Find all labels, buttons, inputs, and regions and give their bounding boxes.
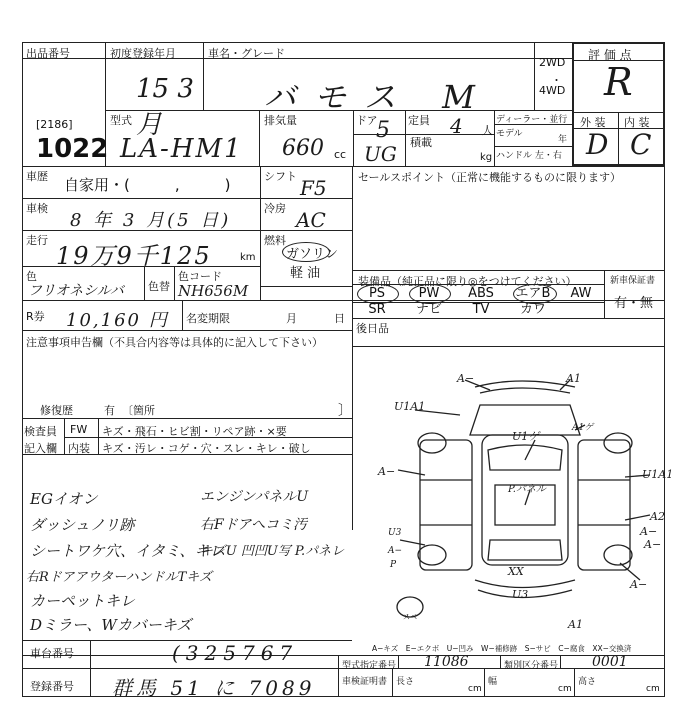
dealer-label: ディーラー・並行 xyxy=(496,115,568,125)
interior-value: C xyxy=(630,128,652,161)
load-value: UG xyxy=(364,142,397,166)
diagram-label: A2 xyxy=(650,510,665,523)
category-value: 0001 xyxy=(592,654,628,670)
diagram-rear-window xyxy=(488,540,562,560)
diagram-label: U3 xyxy=(388,528,402,538)
color-value: フリオネシルバ xyxy=(28,283,124,299)
capacity-value: 4 xyxy=(450,114,463,138)
equipment-label: 装備品（純正品に限り◎をつけてください） xyxy=(358,275,577,288)
grade-label: 評 価 点 xyxy=(588,48,632,62)
model-year-label: モデル xyxy=(496,129,523,139)
color-cell xyxy=(22,266,144,300)
displacement-label: 排気量 xyxy=(264,114,297,127)
diagram-label: A1ゲ xyxy=(572,423,594,433)
load-unit: kg xyxy=(480,152,493,163)
repair-part: 〔箇所 xyxy=(122,404,155,417)
displacement-unit: cc xyxy=(334,148,347,161)
color-code-value: NH656M xyxy=(178,282,249,300)
equipment-abs: ABS xyxy=(468,286,494,301)
diagram-label: A1 xyxy=(566,372,581,385)
exterior-items: キズ・飛石・ヒビ割・リペア跡・×要 xyxy=(102,425,287,438)
width-label: 幅 xyxy=(488,677,498,687)
note-item: ダッシュノリ跡 xyxy=(30,516,135,534)
diagram-label: A1 xyxy=(568,618,583,631)
interior-items: キズ・汚レ・コゲ・穴・スレ・キレ・破し xyxy=(102,442,311,455)
note-item: シートワケ穴、イタミ、キレ xyxy=(30,542,225,560)
doors-label: ドア xyxy=(356,114,378,127)
first-reg-label: 初度登録年月 xyxy=(110,47,176,60)
shift-value: F5 xyxy=(300,176,327,200)
car-name-cell xyxy=(204,42,534,116)
note-item: キズU 凹凹U写 P.パネレ xyxy=(200,544,345,559)
height-label: 高さ xyxy=(578,677,597,687)
repair-value: 有 xyxy=(104,404,115,417)
capacity-label: 定員 xyxy=(408,114,430,127)
diagram-left-side xyxy=(420,440,472,570)
entry-label: 記入欄 xyxy=(24,442,57,455)
doors-value: 5 xyxy=(376,118,390,143)
drive-2wd: 2WD xyxy=(539,56,566,69)
displacement-cell xyxy=(260,110,354,166)
name-change-label: 名変期限 xyxy=(186,312,230,325)
fuel-cell xyxy=(260,230,352,286)
lot-code: [2186] xyxy=(36,118,73,131)
grade-box xyxy=(572,42,665,166)
interior-label: 内 装 xyxy=(624,116,650,129)
equipment-ps: PS xyxy=(368,286,386,301)
diagram-label: スベ xyxy=(403,613,417,621)
chassis-label: 車台番号 xyxy=(30,647,74,660)
diagram-label: U1ゲ xyxy=(512,430,540,443)
note-item: カーペットキレ xyxy=(30,592,135,610)
color-change-label: 色替 xyxy=(148,280,170,293)
first-reg-value: 15 3 月 xyxy=(136,74,194,140)
displacement-value: 660 xyxy=(282,136,324,161)
lot-no-label: 出品番号 xyxy=(26,47,70,60)
diagram-label: P xyxy=(390,560,397,570)
r-cell xyxy=(22,300,182,330)
note-item: 右RドアアウターハンドルTキズ xyxy=(26,570,213,585)
model-year-unit: 年 xyxy=(558,135,568,145)
fuel-label: 燃料 xyxy=(264,234,286,247)
diagram-label: U1A1 xyxy=(642,468,674,481)
diagram-label: U1A1 xyxy=(394,400,426,413)
r-label: R券 xyxy=(26,310,45,323)
lot-no: 1022 xyxy=(36,134,109,164)
interior-items-label: 内装 xyxy=(68,442,90,455)
diagram-rear-bumper xyxy=(475,580,575,588)
shift-label: シフト xyxy=(264,170,297,183)
later-date-label: 後日品 xyxy=(356,322,389,335)
ac-value: AC xyxy=(296,208,326,232)
ac-cell xyxy=(260,198,352,230)
drive-cell: 2WD ・ 4WD xyxy=(534,42,572,110)
load-label: 積載 xyxy=(410,136,432,149)
inspector-label: 検査員 xyxy=(24,425,57,438)
note-item: エンジンパネルU xyxy=(200,489,309,505)
diagram-label: A− xyxy=(644,538,662,551)
model-designation-label: 型式指定番号 xyxy=(342,661,397,671)
length-label: 長さ xyxy=(396,677,415,687)
auction-sheet: 出品番号 [2186] 1022 初度登録年月 15 3 月 車名・グレード バモス M 2WD ・ 4WD 評 価 点 R 外 装 内 装 D C 型式 LA-HM1 排気量 660 cc ドア 5 定員 4 人 積載 UG kg ディーラー・並行 モデル 年 ハンドル 左・右 車歴 自家用・( , ) シフト F5 車検 8 年 3 月(5 日) 冷房 AC 走行 19万9千125 km 燃料 ガソリン 軽 油 色 フリオネシルバ 色替 色コード NH656M R券 10,160 円 名変期限 月 日 注意事項申告欄（不具合内容等は具体的に記入して下さい） 修復歴 有 〔箇所 〕 検査員 記入欄 FW キズ・飛石・ヒビ割・リペア跡・×要 内装 キズ・汚レ・コゲ・穴・スレ・キレ・破し EGイオン ダッシュノリ跡 シートワケ穴、イタミ、キレ 右RドアアウターハンドルTキズ カーペットキレ Dミラー、Wカバーキズ エンジンパネルU 右Fドアへコミ汚 キズU 凹凹U写 P.パネレ セールスポイント（正常に機能するものに限ります） 装備品（純正品に限り◎をつけてください） 新車保証書 有・無 PS PW ABS エアB AW SR ナビ TV カワ 後日品 A− A1 U1A1 U1ゲ A1ゲ A− U1A1 P.パネル A2 A− U3 A− P XX U3 A− A− スベ A1 A−キズ E−エクボ U−凹み W−補修跡 S−サビ C−腐食 XX−交換済 車台番号 (325767 登録番号 群馬 51 に 7089 型式指定番号 11086 類別区分番号 0001 車検証明書 長さ cm 幅 cm 高さ cm xyxy=(0,0,700,700)
inspection-cell xyxy=(22,198,260,230)
fw-label: FW xyxy=(70,423,88,436)
mileage-label: 走行 xyxy=(26,234,48,247)
car-name-label: 車名・グレード xyxy=(208,47,285,60)
diagram-right-side xyxy=(578,440,630,570)
diagram-right-front-wheel xyxy=(604,433,632,453)
reg-label: 登録番号 xyxy=(30,680,74,693)
diagram-label: P.パネル xyxy=(508,484,546,495)
usage-label: 車歴 xyxy=(26,170,48,183)
mileage-cell xyxy=(22,230,260,270)
r-value: 10,160 円 xyxy=(66,310,169,331)
usage-value: 自家用・( , ) xyxy=(64,176,231,194)
mileage-value: 19万9千125 xyxy=(56,242,212,270)
damage-legend: A−キズ E−エクボ U−凹み W−補修跡 S−サビ C−腐食 XX−交換済 xyxy=(372,644,632,653)
diagram-right-rear-wheel xyxy=(604,545,632,565)
color-code-cell xyxy=(174,266,260,300)
equipment-pw: PW xyxy=(418,286,440,301)
reg-value: 群馬 51 に 7089 xyxy=(112,676,316,700)
equipment-sr: SR xyxy=(368,302,386,317)
diagram-left-front-wheel xyxy=(418,433,446,453)
diagram-left-rear-wheel xyxy=(418,545,446,565)
note-item: 右Fドアへコミ汚 xyxy=(200,517,308,533)
diagram-label: A− xyxy=(640,525,658,538)
equipment-aw: AW xyxy=(570,286,592,301)
notes-label: 注意事項申告欄（不具合内容等は具体的に記入して下さい） xyxy=(26,336,323,349)
car-name-value: バモス M xyxy=(264,78,493,116)
fuel-petrol: ガソリン xyxy=(286,247,339,262)
handle-label: ハンドル 左・右 xyxy=(496,151,562,161)
equipment-navi: ナビ xyxy=(415,302,442,317)
height-unit: cm xyxy=(646,684,660,694)
color-label: 色 xyxy=(26,270,37,283)
diagram-label: XX xyxy=(508,565,524,578)
inspection-value: 8 年 3 月(5 日) xyxy=(70,210,232,231)
model-label: 型式 xyxy=(110,114,132,127)
repair-label: 修復歴 xyxy=(40,404,73,417)
cert-label: 車検証明書 xyxy=(342,677,388,687)
diagram-label: A− xyxy=(630,578,648,591)
dealer-cell xyxy=(494,110,572,166)
equipment-airbag: エアB xyxy=(515,286,551,301)
exterior-label: 外 装 xyxy=(580,116,606,129)
shift-cell xyxy=(260,166,352,198)
capacity-unit: 人 xyxy=(482,124,493,137)
new-car-label: 新車保証書 xyxy=(610,276,656,286)
note-item: EGイオン xyxy=(30,490,98,508)
exterior-value: D xyxy=(586,128,609,161)
name-change-month: 月 xyxy=(286,312,297,325)
model-value: LA-HM1 xyxy=(120,134,243,164)
category-label: 類別区分番号 xyxy=(504,661,559,671)
note-item: Dミラー、Wカバーキズ xyxy=(30,616,192,634)
equipment-tv: TV xyxy=(472,302,490,317)
ac-label: 冷房 xyxy=(264,202,286,215)
new-car-value: 有・無 xyxy=(614,296,654,311)
diagram-label: A− xyxy=(457,372,475,385)
grade-value: R xyxy=(604,60,633,104)
equipment-leather: カワ xyxy=(519,302,546,317)
length-unit: cm xyxy=(468,684,482,694)
diagram-label: A− xyxy=(388,546,403,556)
model-designation-value: 11086 xyxy=(424,654,469,670)
diagram-label: A− xyxy=(378,465,396,478)
color-code-label: 色コード xyxy=(178,270,222,283)
inspection-label: 車検 xyxy=(26,202,48,215)
diagram-windshield xyxy=(488,445,562,470)
capacity-cell xyxy=(406,110,494,138)
selling-points-label: セールスポイント（正常に機能するものに限ります） xyxy=(358,171,622,184)
lot-cell xyxy=(22,42,109,166)
chassis-value: (325767 xyxy=(172,641,299,665)
model-cell xyxy=(106,110,260,166)
diagram-front-bumper xyxy=(475,381,575,387)
load-cell xyxy=(354,134,494,166)
mileage-unit: km xyxy=(240,252,256,263)
drive-4wd: 4WD xyxy=(539,84,566,97)
width-unit: cm xyxy=(558,684,572,694)
name-change-day: 日 xyxy=(334,312,345,325)
diagram-label: U3 xyxy=(512,588,529,601)
fuel-diesel: 軽 油 xyxy=(290,266,321,281)
usage-cell xyxy=(22,166,260,198)
